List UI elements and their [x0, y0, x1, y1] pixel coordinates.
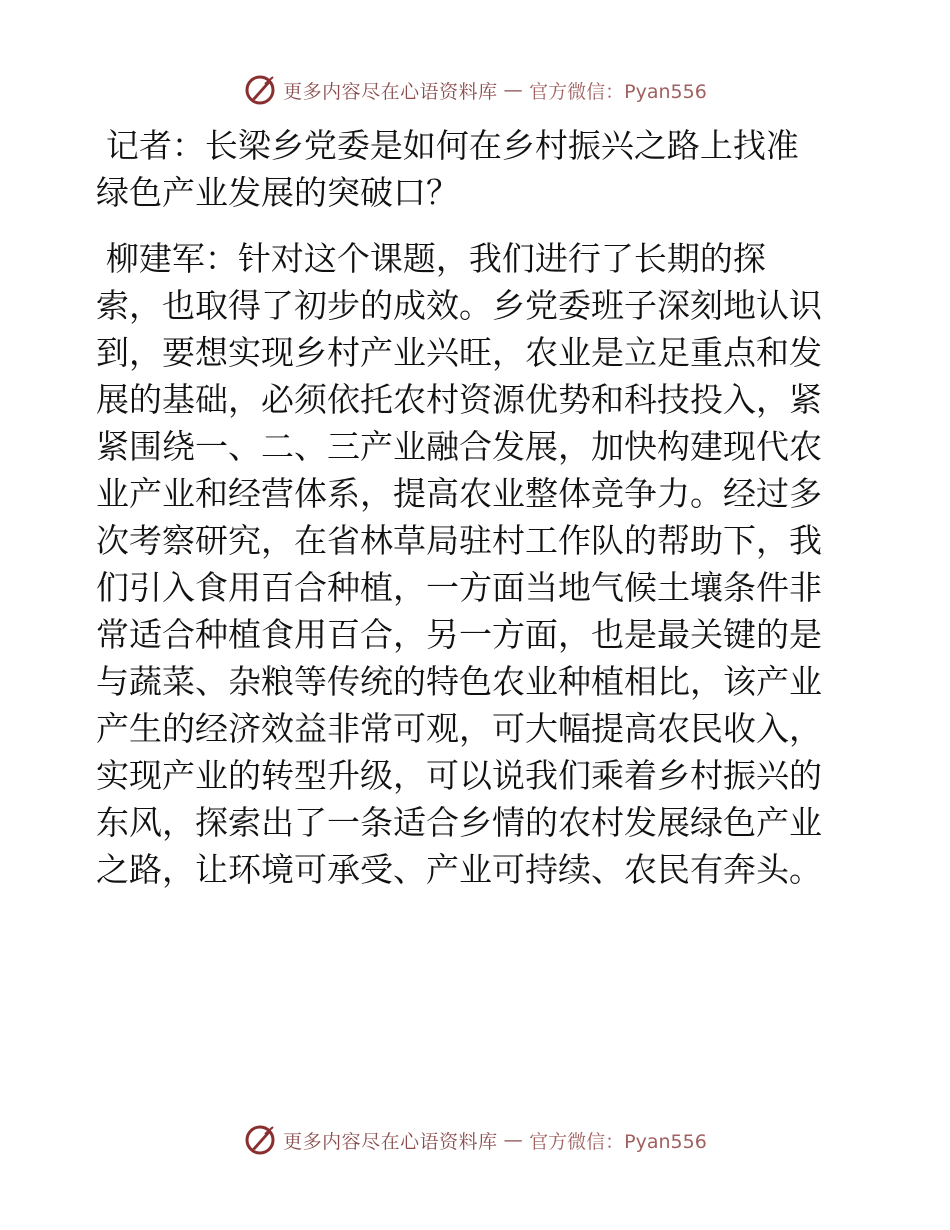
- answer-paragraph: [96, 235, 856, 893]
- text-line: 们引入食用百合种植，一方面当地气候土壤条件非: [96, 568, 822, 607]
- header-watermark: [0, 70, 950, 110]
- text-line: 实现产业的转型升级，可以说我们乘着乡村振兴的: [96, 756, 822, 795]
- watermark-contact: 官方微信：Pyan556: [529, 80, 707, 103]
- text-line: 紧围绕一、二、三产业融合发展，加快构建现代农: [96, 427, 822, 466]
- watermark-dash: —: [503, 1129, 524, 1151]
- watermark-text: 更多内容尽在心语资料库: [283, 1130, 498, 1153]
- text-line: 索，也取得了初步的成效。乡党委班子深刻地认识: [96, 286, 822, 325]
- watermark-contact: 官方微信：Pyan556: [529, 1130, 707, 1153]
- quill-seal-icon: [243, 73, 277, 107]
- text-line: 业产业和经营体系，提高农业整体竞争力。经过多: [96, 474, 822, 513]
- question-paragraph: [96, 122, 856, 216]
- footer-watermark: [0, 1120, 950, 1160]
- text-line: 柳建军：针对这个课题，我们进行了长期的探: [105, 239, 766, 278]
- text-line: 与蔬菜、杂粮等传统的特色农业种植相比，该产业: [96, 662, 822, 701]
- quill-seal-icon: [243, 1123, 277, 1157]
- text-line: 之路，让环境可承受、产业可持续、农民有奔头。: [96, 850, 822, 889]
- text-line: 常适合种植食用百合，另一方面，也是最关键的是: [96, 615, 822, 654]
- text-line: 到，要想实现乡村产业兴旺，农业是立足重点和发: [96, 333, 822, 372]
- text-line: 东风，探索出了一条适合乡情的农村发展绿色产业: [96, 803, 822, 842]
- text-line: 绿色产业发展的突破口？: [96, 173, 459, 212]
- watermark-text: 更多内容尽在心语资料库: [283, 80, 498, 103]
- text-line: 产生的经济效益非常可观，可大幅提高农民收入，: [96, 709, 822, 748]
- article-body: [96, 122, 856, 893]
- text-line: 次考察研究，在省林草局驻村工作队的帮助下，我: [96, 521, 822, 560]
- text-line: 记者：长梁乡党委是如何在乡村振兴之路上找准: [105, 126, 799, 165]
- text-line: 展的基础，必须依托农村资源优势和科技投入，紧: [96, 380, 822, 419]
- watermark-dash: —: [503, 79, 524, 101]
